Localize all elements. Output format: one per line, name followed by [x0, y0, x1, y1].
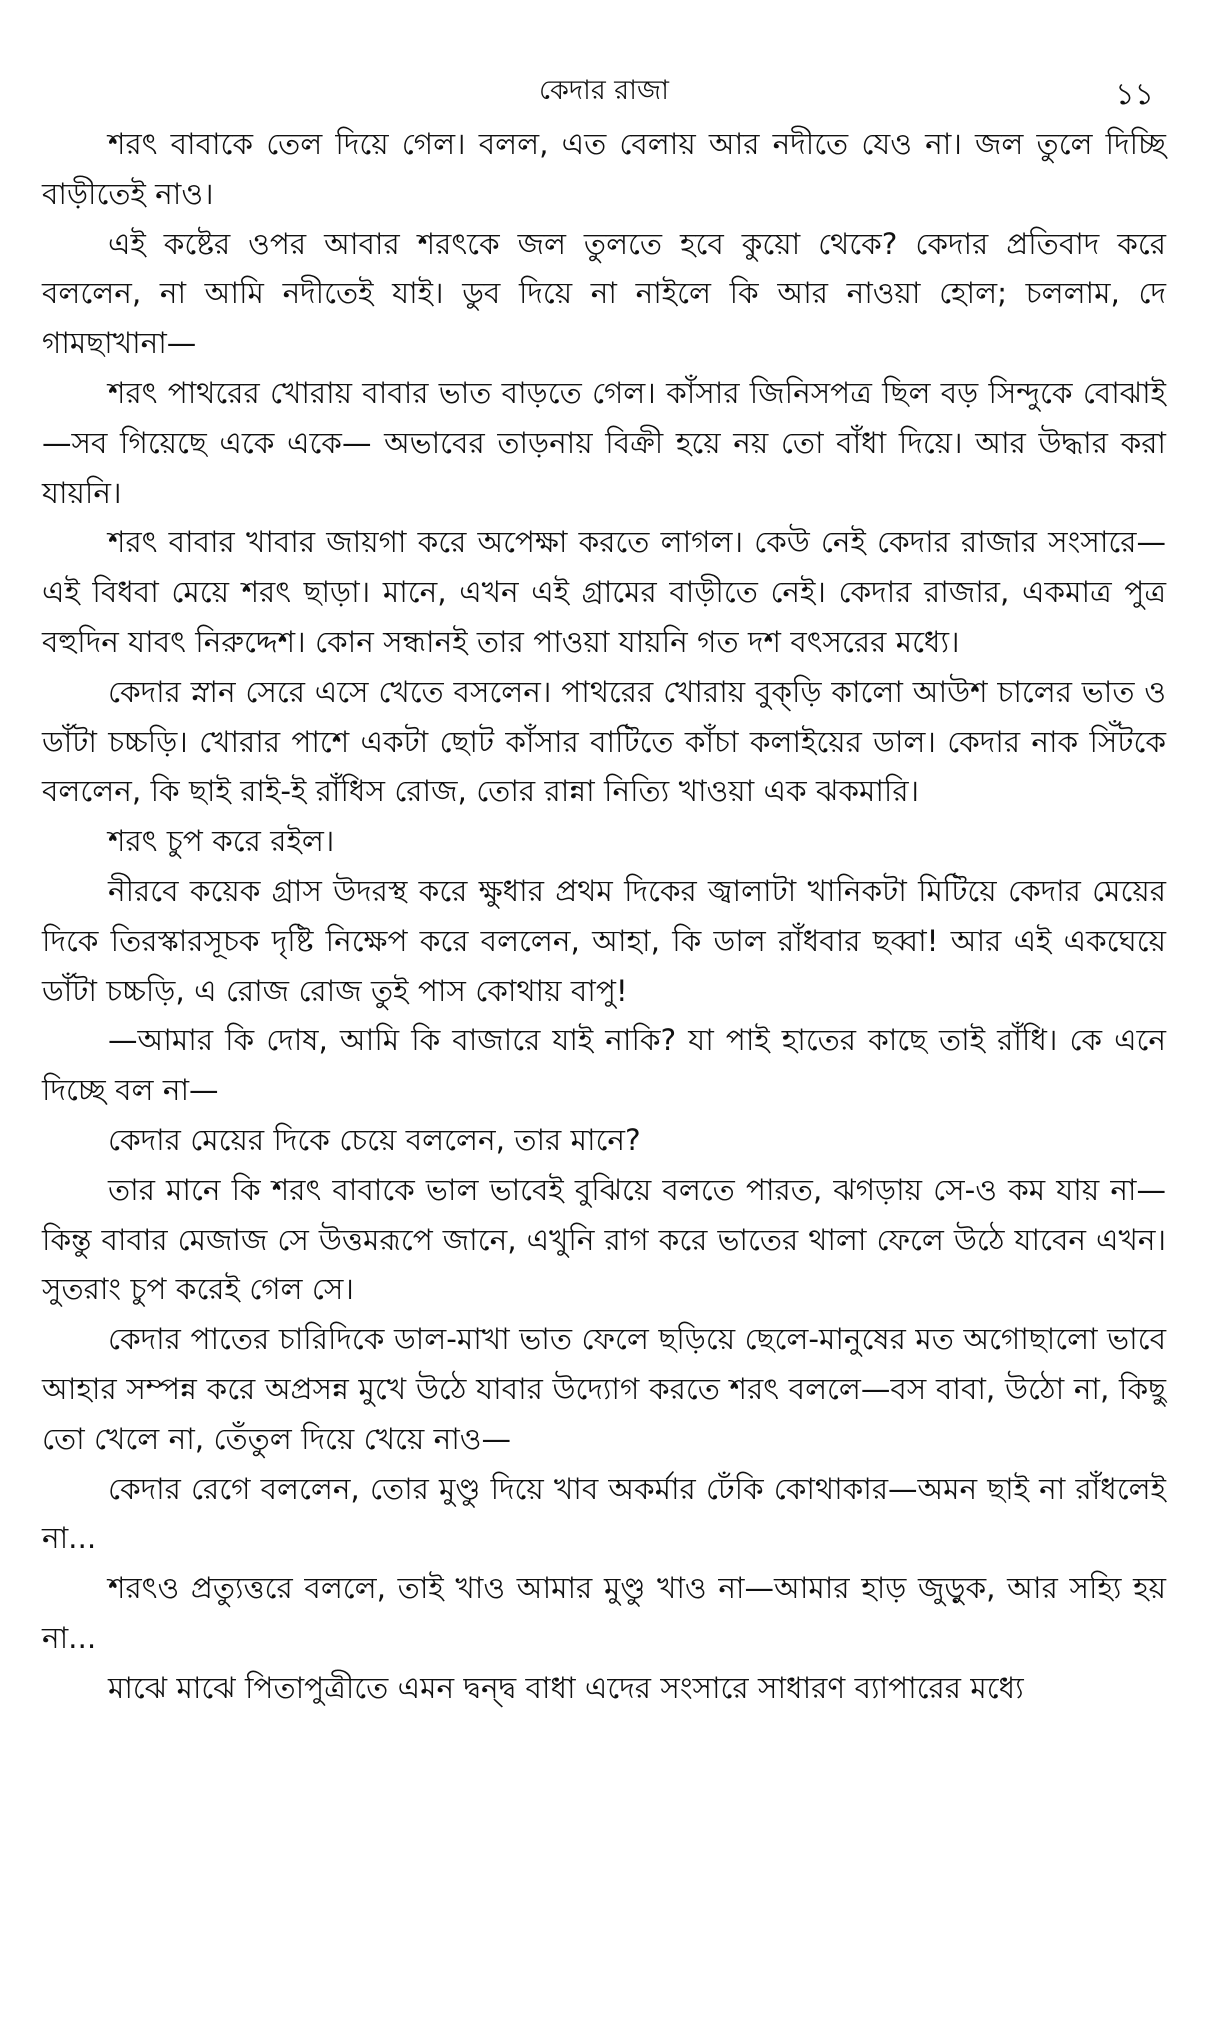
paragraph: শরৎ পাথরের খোরায় বাবার ভাত বাড়তে গেল। কাঁসার জিনিসপত্র ছিল বড় সিন্দুকে বোঝাই—সব গিয়েছে একে একে— অভাবের তাড়নায় বিক্রী হয়ে নয় তো বাঁধা দিয়ে। আর উদ্ধার করা যায়নি। [42, 375, 1166, 510]
paragraph: শরৎ বাবাকে তেল দিয়ে গেল। বলল, এত বেলায় আর নদীতে যেও না। জল তুলে দিচ্ছি বাড়ীতেই নাও। [42, 127, 1166, 211]
paragraph: কেদার স্নান সেরে এসে খেতে বসলেন। পাথরের খোরায় বুক্‌ড়ি কালো আউশ চালের ভাত ও ডাঁটা চচ্চড়ি। খোরার পাশে একটা ছোট কাঁসার বাটিতে কাঁচা কলাইয়ের ডাল। কেদার নাক সিঁটকে বললেন, কি ছাই রাই-ই রাঁধিস রোজ, তোর রান্না নিত্যি খাওয়া এক ঝকমারি। [42, 674, 1166, 809]
paragraph: —আমার কি দোষ, আমি কি বাজারে যাই নাকি? যা পাই হাতের কাছে তাই রাঁধি। কে এনে দিচ্ছে বল না— [42, 1023, 1166, 1108]
paragraph: এই কষ্টের ওপর আবার শরৎকে জল তুলতে হবে কুয়ো থেকে? কেদার প্রতিবাদ করে বললেন, না আমি নদীতেই যাই। ডুব দিয়ে না নাইলে কি আর নাওয়া হোল; চললাম, দে গামছাখানা— [42, 226, 1166, 361]
paragraph: কেদার পাতের চারিদিকে ডাল-মাখা ভাত ফেলে ছড়িয়ে ছেলে-মানুষের মত অগোছালো ভাবে আহার সম্পন্ন করে অপ্রসন্ন মুখে উঠে যাবার উদ্যোগ করতে শরৎ বললে—বস বাবা, উঠো না, কিছু তো খেলে না, তেঁতুল দিয়ে খেয়ে নাও— [42, 1322, 1166, 1456]
running-header [42, 62, 1166, 120]
page-number: ১১ [1115, 77, 1154, 112]
paragraph: শরৎ বাবার খাবার জায়গা করে অপেক্ষা করতে লাগল। কেউ নেই কেদার রাজার সংসারে—এই বিধবা মেয়ে শরৎ ছাড়া। মানে, এখন এই গ্রামের বাড়ীতে নেই। কেদার রাজার, একমাত্র পুত্র বহুদিন যাবৎ নিরুদ্দেশ। কোন সন্ধানই তার পাওয়া যায়নি গত দশ বৎসরের মধ্যে। [42, 525, 1166, 659]
paragraph: নীরবে কয়েক গ্রাস উদরস্থ করে ক্ষুধার প্রথম দিকের জ্বালাটা খানিকটা মিটিয়ে কেদার মেয়ের দিকে তিরস্কারসূচক দৃষ্টি নিক্ষেপ করে বললেন, আহা, কি ডাল রাঁধবার ছব্বা! আর এই একঘেয়ে ডাঁটা চচ্চড়ি, এ রোজ রোজ তুই পাস কোথায় বাপু! [42, 873, 1166, 1008]
paragraph: শরৎ চুপ করে রইল। [108, 824, 335, 859]
paragraph: কেদার মেয়ের দিকে চেয়ে বললেন, তার মানে? [108, 1122, 641, 1157]
paragraph: মাঝে মাঝে পিতাপুত্রীতে এমন দ্বন্দ্ব বাধা এদের সংসারে সাধারণ ব্যাপারের মধ্যে [108, 1670, 1024, 1705]
paragraph: কেদার রেগে বললেন, তোর মুণ্ডু দিয়ে খাব অকর্মার ঢেঁকি কোথাকার—অমন ছাই না রাঁধলেই না... [42, 1471, 1166, 1556]
body-text [42, 120, 1166, 1714]
book-title: কেদার রাজা [539, 75, 669, 106]
paragraph: শরৎও প্রত্যুত্তরে বললে, তাই খাও আমার মুণ্ডু খাও না—আমার হাড় জুড়ুক, আর সহ্যি হয় না... [42, 1571, 1166, 1655]
paragraph: তার মানে কি শরৎ বাবাকে ভাল ভাবেই বুঝিয়ে বলতে পারত, ঝগড়ায় সে-ও কম যায় না—কিন্তু বাবার মেজাজ সে উত্তমরূপে জানে, এখুনি রাগ করে ভাতের থালা ফেলে উঠে যাবেন এখন। সুতরাং চুপ করেই গেল সে। [42, 1172, 1166, 1307]
